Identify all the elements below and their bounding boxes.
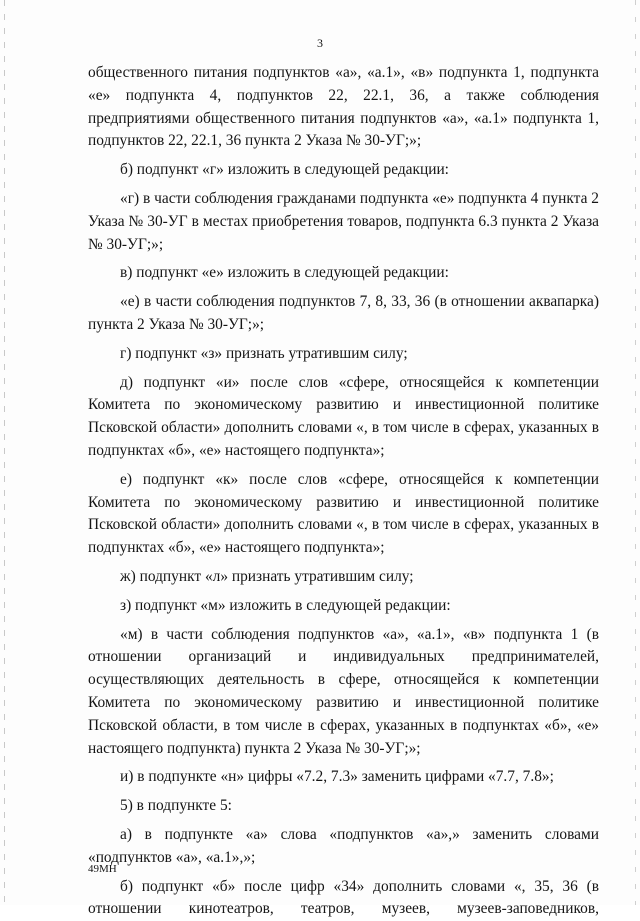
footer-code: 49МН xyxy=(88,863,117,875)
paragraph-b: б) подпункт «г» изложить в следующей редакции: xyxy=(88,159,599,182)
paragraph-z: з) подпункт «м» изложить в следующей редакции: xyxy=(88,595,599,618)
paragraph-continuation: общественного питания подпунктов «а», «а.1», «в» подпункта 1, подпункта «е» подпункта 4, подпунктов 22, 22.1, 36, а также соблюдения предприятиями общественного питания подпунктов «а», «а.1» подпункта 1, подпунктов 22, 22.1, 36 пункта 2 Указа № 30-УГ;»; xyxy=(88,62,599,153)
paragraph-5: 5) в подпункте 5: xyxy=(88,795,599,818)
scan-edge-right xyxy=(635,0,636,905)
page-number: 3 xyxy=(0,36,640,51)
paragraph-e-quote: «е) в части соблюдения подпунктов 7, 8, 33, 36 (в отношении аквапарка) пункта 2 Указа № 30-УГ;»; xyxy=(88,291,599,337)
paragraph-v: в) подпункт «е» изложить в следующей редакции: xyxy=(88,262,599,285)
paragraph-a: а) в подпункте «а» слова «подпунктов «а»,» заменить словами «подпунктов «а», «а.1»,»; xyxy=(88,824,599,870)
document-body xyxy=(88,62,599,921)
paragraph-m-quote: «м) в части соблюдения подпунктов «а», «а.1», «в» подпункта 1 (в отношении организаций и индивидуальных предпринимателей, осуществляющих деятельность в сфере, относящейся к компетенции Комитета по экономическому развитию и инвестиционной политике Псковской области, в том числе в сферах, указанных в подпунктах «б», «е» настоящего подпункта) пункта 2 Указа № 30-УГ;»; xyxy=(88,624,599,761)
paragraph-e: е) подпункт «к» после слов «сфере, относящейся к компетенции Комитета по экономическому развитию и инвестиционной политике Псковской области» дополнить словами «, в том числе в сферах, указанных в подпунктах «б», «е» настоящего подпункта»; xyxy=(88,469,599,560)
paragraph-i: и) в подпункте «н» цифры «7.2, 7.3» заменить цифрами «7.7, 7.8»; xyxy=(88,766,599,789)
paragraph-b-cont: б) подпункт «б» после цифр «34» дополнить словами «, 35, 36 (в отношении кинотеатров, театров, музеев, музеев-заповедников, xyxy=(88,876,599,921)
scan-edge-left xyxy=(4,0,5,905)
paragraph-zh: ж) подпункт «л» признать утратившим силу; xyxy=(88,566,599,589)
paragraph-g-quote: «г) в части соблюдения гражданами подпункта «е» подпункта 4 пункта 2 Указа № 30-УГ в местах приобретения товаров, подпункта 6.3 пункта 2 Указа № 30-УГ;»; xyxy=(88,188,599,256)
paragraph-d: д) подпункт «и» после слов «сфере, относящейся к компетенции Комитета по экономическому развитию и инвестиционной политике Псковской области» дополнить словами «, в том числе в сферах, указанных в подпунктах «б», «е» настоящего подпункта»; xyxy=(88,372,599,463)
paragraph-g: г) подпункт «з» признать утратившим силу; xyxy=(88,343,599,366)
